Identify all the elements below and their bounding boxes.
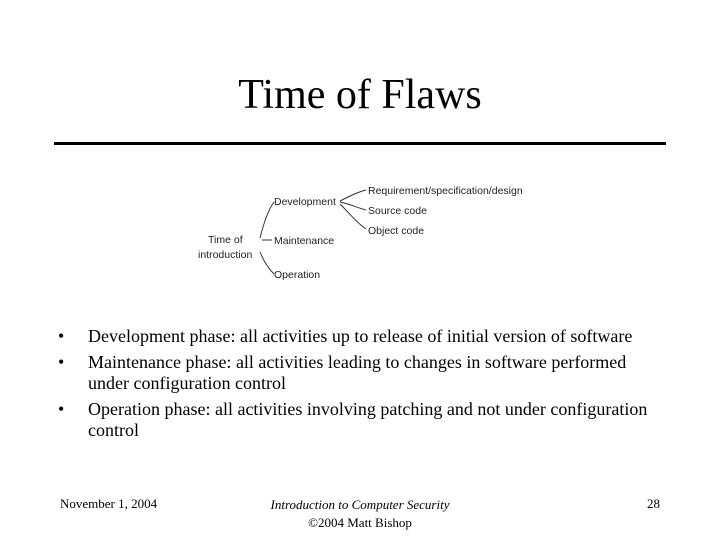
phase-label-maintenance: Maintenance	[274, 235, 335, 247]
bullet-marker: •	[58, 351, 65, 372]
bullet-text: Development phase: all activities up to release of initial version of software	[88, 326, 633, 346]
phase-label-operation: Operation	[274, 269, 321, 281]
footer-date: November 1, 2004	[60, 496, 158, 511]
branch-line-development	[260, 202, 274, 238]
bullet-marker: •	[58, 398, 65, 419]
bullet-item	[58, 326, 658, 348]
subbranch-line-object-code	[340, 204, 366, 229]
branch-line-operation	[260, 252, 274, 274]
development-child-object-code: Object code	[368, 225, 425, 237]
bullet-marker: •	[58, 326, 65, 346]
phase-label-development: Development	[274, 196, 336, 208]
development-child-source-code: Source code	[368, 205, 427, 217]
diagram-root-label-line1: Time of	[208, 234, 243, 246]
footer-copyright: ©2004 Matt Bishop	[308, 515, 412, 530]
diagram-root-label-line2: introduction	[198, 249, 253, 261]
bullet-text: Operation phase: all activities involving patching and not under configuration control	[88, 398, 648, 440]
footer-center	[210, 496, 510, 532]
bullet-item	[58, 352, 658, 395]
subbranch-line-source-code	[340, 202, 366, 210]
slide-title: Time of Flaws	[238, 72, 482, 118]
bullet-list	[58, 326, 658, 446]
development-child-requirement: Requirement/specification/design	[368, 185, 523, 197]
footer-course-title: Introduction to Computer Security	[270, 497, 450, 512]
subbranch-line-requirement	[340, 190, 366, 201]
title-divider	[54, 142, 666, 145]
bullet-text: Maintenance phase: all activities leading to changes in software performed under configuration control	[88, 351, 627, 393]
flaw-time-diagram	[190, 172, 550, 292]
bullet-item	[58, 399, 658, 442]
page-number: 28	[647, 496, 660, 511]
